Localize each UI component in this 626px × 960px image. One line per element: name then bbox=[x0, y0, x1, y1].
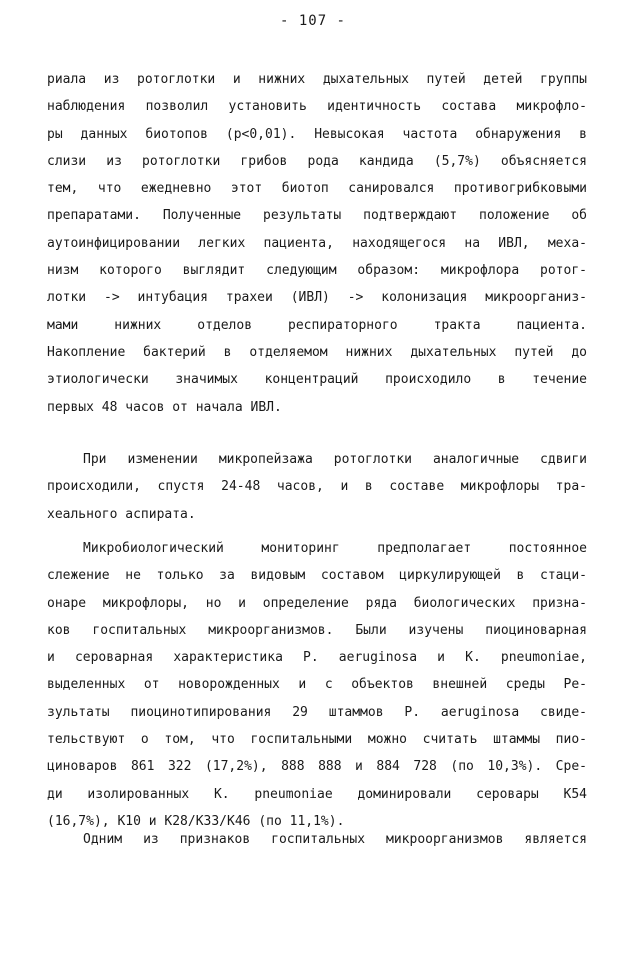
text-line: первых 48 часов от начала ИВЛ. bbox=[47, 399, 282, 415]
text-line: ди изолированных K. pneumoniae доминировали серовары K54 bbox=[47, 786, 587, 802]
text-line: слежение не только за видовым составом циркулирующей в стаци- bbox=[47, 568, 587, 584]
paragraph-1 bbox=[47, 66, 587, 421]
page-number: - 107 - bbox=[279, 13, 346, 29]
text-line: риала из ротоглотки и нижних дыхательных путей детей группы bbox=[47, 72, 587, 87]
paragraph-4 bbox=[47, 826, 587, 853]
text-line: Одним из признаков госпитальных микроорганизмов является bbox=[83, 832, 587, 847]
text-line: низм которого выглядит следующим образом: микрофлора ротог- bbox=[47, 263, 587, 279]
text-line: выделенных от новорожденных и с объектов внешней среды Ре- bbox=[47, 677, 587, 693]
text-line: слизи из ротоглотки грибов рода кандида (5,7%) объясняется bbox=[47, 153, 587, 169]
text-line: хеального аспирата. bbox=[47, 506, 196, 522]
text-line: ры данных биотопов (р<0,01). Невысокая частота обнаружения в bbox=[47, 126, 587, 142]
text-line: ков госпитальных микроорганизмов. Были изучены пиоциноварная bbox=[47, 622, 587, 638]
text-line: циноваров 861 322 (17,2%), 888 888 и 884 728 (по 10,3%). Сре- bbox=[47, 759, 587, 775]
text-line: мами нижних отделов респираторного тракта пациента. bbox=[47, 317, 587, 333]
text-line: тем, что ежедневно этот биотоп санировался противогрибковыми bbox=[47, 181, 587, 197]
text-line: Накопление бактерий в отделяемом нижних дыхательных путей до bbox=[47, 344, 587, 360]
text-line: (16,7%), K10 и K28/K33/K46 (по 11,1%). bbox=[47, 813, 345, 829]
text-line: наблюдения позволил установить идентичность состава микрофло- bbox=[47, 99, 587, 115]
paragraph-3 bbox=[47, 535, 587, 835]
text-line: лотки -> интубация трахеи (ИВЛ) -> колонизация микроорганиз- bbox=[47, 290, 587, 306]
text-line: этиологически значимых концентраций происходило в течение bbox=[47, 372, 587, 388]
text-line: При изменении микропейзажа ротоглотки аналогичные сдвиги bbox=[83, 452, 587, 467]
text-line: онаре микрофлоры, но и определение ряда биологических призна- bbox=[47, 595, 587, 611]
text-line: аутоинфицировании легких пациента, находящегося на ИВЛ, меха- bbox=[47, 235, 587, 251]
text-line: зультаты пиоцинотипирования 29 штаммов P. aeruginosa свиде- bbox=[47, 704, 587, 720]
text-line: и сероварная характеристика P. aeruginosa и K. pneumoniae, bbox=[47, 650, 587, 666]
text-line: препаратами. Полученные результаты подтверждают положение об bbox=[47, 208, 587, 224]
text-line: тельствуют о том, что госпитальными можно считать штаммы пио- bbox=[47, 732, 587, 748]
text-line: Микробиологический мониторинг предполагает постоянное bbox=[83, 541, 587, 556]
text-line: происходили, спустя 24-48 часов, и в составе микрофлоры тра- bbox=[47, 479, 587, 495]
paragraph-2 bbox=[47, 446, 587, 528]
